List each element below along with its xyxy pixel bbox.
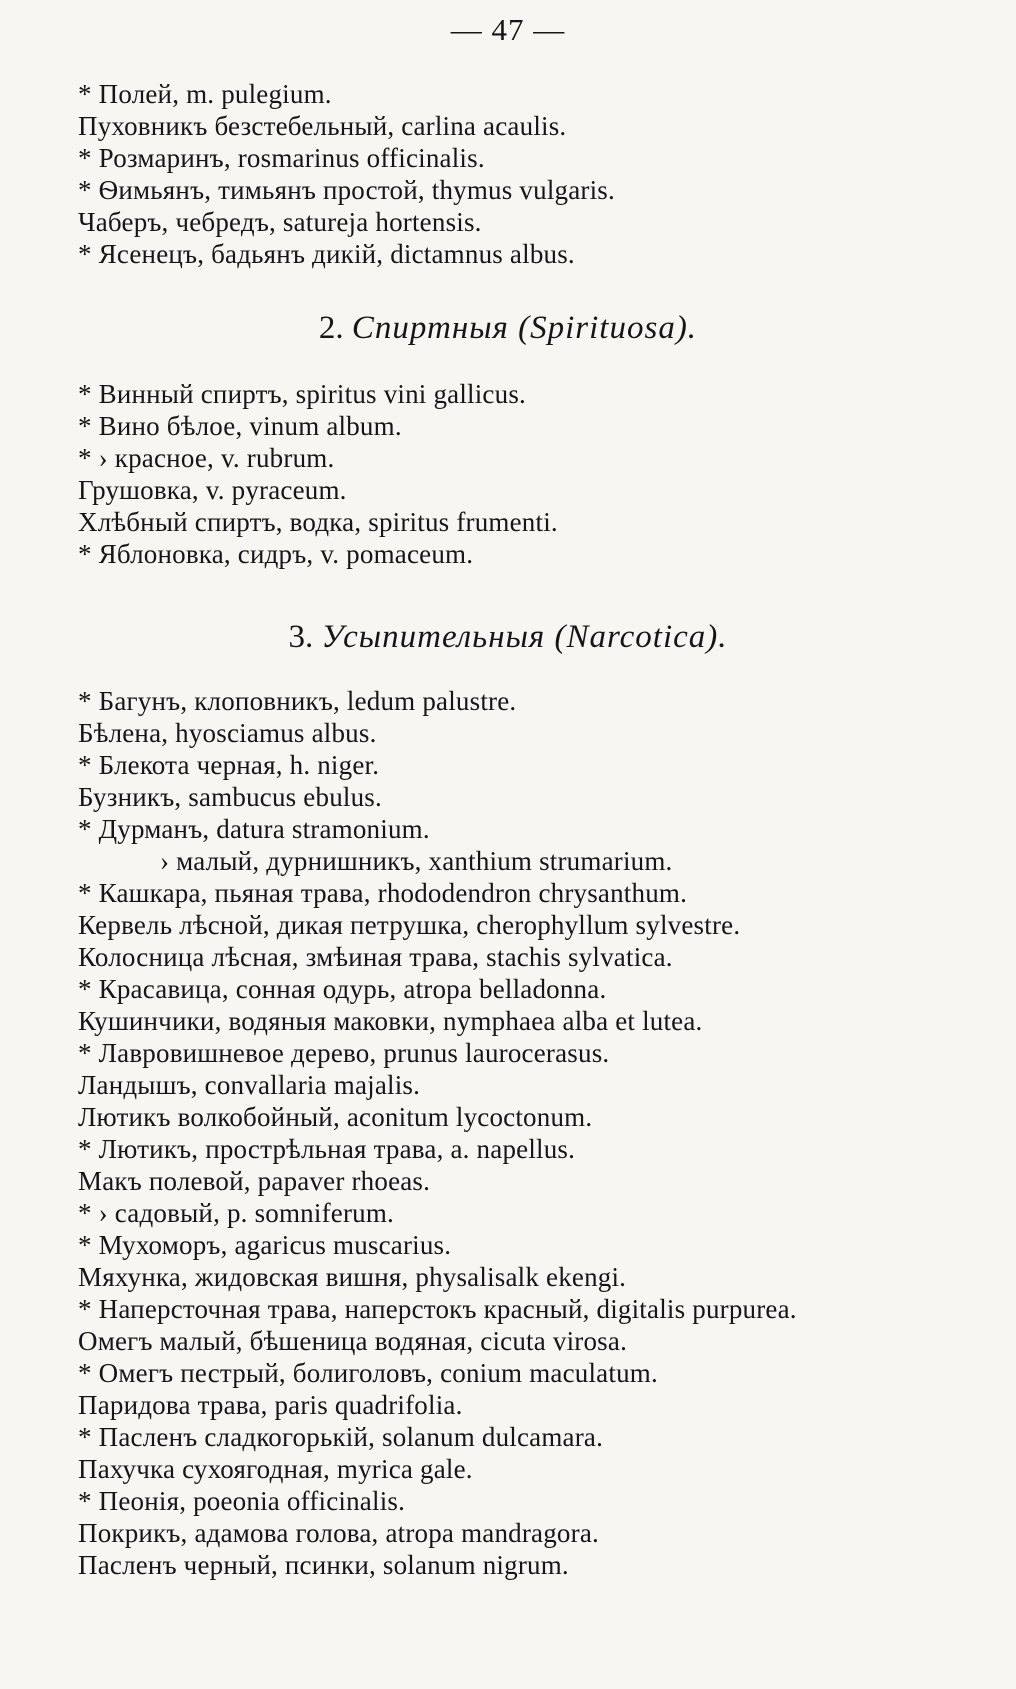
list-item: Покрикъ, адамова голова, atropa mandragora. [78, 1518, 599, 1548]
list-item: Омегъ малый, бѣшеница водяная, cicuta virosa. [78, 1326, 628, 1356]
list-item: Грушовка, v. pyraceum. [78, 475, 347, 505]
list-item: * Мухоморъ, agaricus muscarius. [78, 1230, 452, 1260]
list-item: * Багунъ, клоповникъ, ledum palustre. [78, 686, 517, 716]
list-item: Пасленъ черный, псинки, solanum nigrum. [78, 1550, 569, 1580]
page-number: — 47 — [450, 12, 566, 47]
section-2-list [78, 378, 978, 570]
list-item: * Ясенецъ, бадьянъ дикій, dictamnus albus. [78, 239, 575, 269]
list-item: * Вино бѣлое, vinum album. [78, 411, 402, 441]
list-item: › малый, дурнишникъ, xanthium strumarium. [160, 846, 673, 876]
section-2-number: 2. [318, 310, 344, 346]
top-entries-list [78, 78, 978, 270]
list-item: Пуховникъ безстебельный, carlina acaulis. [78, 111, 567, 141]
list-item: Ландышъ, convallaria majalis. [78, 1070, 421, 1100]
list-item: Бѣлена, hyosciamus albus. [78, 718, 377, 748]
list-item: * Лютикъ, прострѣльная трава, a. napellus. [78, 1134, 576, 1164]
list-item: * Кашкара, пьяная трава, rhododendron chrysanthum. [78, 878, 688, 908]
list-item: * Розмаринъ, rosmarinus officinalis. [78, 143, 485, 173]
section-3-number: 3. [288, 619, 314, 655]
list-item: Пахучка сухоягодная, myrica gale. [78, 1454, 473, 1484]
list-item: * Омегъ пестрый, болиголовъ, conium maculatum. [78, 1358, 658, 1388]
section-2-title: Спиртныя (Spirituosa). [351, 310, 698, 346]
list-item: Чаберъ, чебредъ, satureja hortensis. [78, 207, 482, 237]
list-item: * Красавица, сонная одурь, atropa belladonna. [78, 974, 607, 1004]
section-3-title: Усыпительныя (Narcotica). [321, 619, 728, 655]
list-item: * › красное, v. rubrum. [78, 443, 335, 473]
list-item: * › садовый, p. somniferum. [78, 1198, 394, 1228]
list-item: * Полей, m. pulegium. [78, 79, 332, 109]
list-item: Хлѣбный спиртъ, водка, spiritus frumenti. [78, 507, 558, 537]
list-item: Кушинчики, водяныя маковки, nymphaea alba et lutea. [78, 1006, 703, 1036]
section-2-heading [0, 308, 1016, 348]
list-item: Бузникъ, sambucus ebulus. [78, 782, 382, 812]
list-item: Мяхунка, жидовская вишня, physalisalk ekengi. [78, 1262, 627, 1292]
list-item: Паридова трава, paris quadrifolia. [78, 1390, 463, 1420]
list-item: Лютикъ волкобойный, aconitum lycoctonum. [78, 1102, 593, 1132]
section-3-list [78, 685, 978, 1581]
list-item: * Ѳимьянъ, тимьянъ простой, thymus vulgaris. [78, 175, 615, 205]
list-item: Колосница лѣсная, змѣиная трава, stachis sylvatica. [78, 942, 673, 972]
list-item: Макъ полевой, papaver rhoeas. [78, 1166, 431, 1196]
list-item: * Наперсточная трава, наперстокъ красный, digitalis purpurea. [78, 1294, 797, 1324]
list-item: * Яблоновка, сидръ, v. pomaceum. [78, 539, 474, 569]
section-3-heading [0, 617, 1016, 657]
list-item: * Лавровишневое дерево, prunus laurocerasus. [78, 1038, 610, 1068]
list-item: * Блекота черная, h. niger. [78, 750, 380, 780]
list-item: * Пеонія, poeonia officinalis. [78, 1486, 406, 1516]
list-item: * Пасленъ сладкогорькій, solanum dulcamara. [78, 1422, 604, 1452]
list-item: * Винный спиртъ, spiritus vini gallicus. [78, 379, 526, 409]
list-item: Кервель лѣсной, дикая петрушка, cherophyllum sylvestre. [78, 910, 741, 940]
list-item: * Дурманъ, datura stramonium. [78, 814, 430, 844]
